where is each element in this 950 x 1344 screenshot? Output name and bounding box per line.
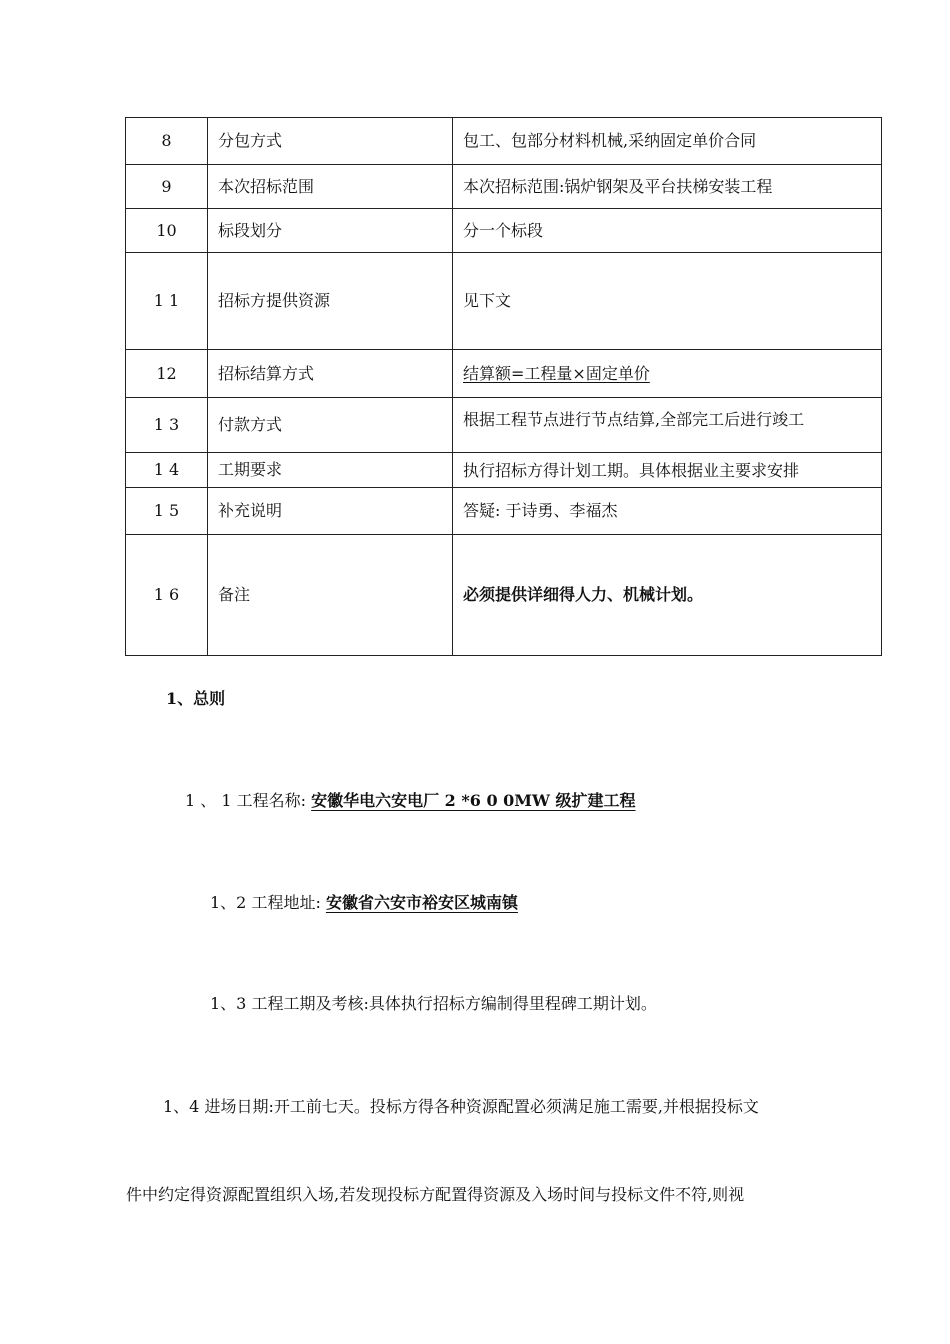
row-number: 1 4 — [126, 453, 208, 488]
row-item: 招标结算方式 — [208, 350, 453, 398]
row-number: 1 3 — [126, 398, 208, 453]
table-row — [126, 165, 882, 209]
settlement-formula: 结算额=工程量×固定单价 — [463, 363, 650, 383]
section-heading: 1、总则 — [166, 689, 226, 708]
table-row — [126, 350, 882, 398]
row-number: 8 — [126, 118, 208, 165]
row-value: 答疑: 于诗勇、李福杰 — [453, 488, 882, 535]
row-item: 标段划分 — [208, 209, 453, 253]
row-item: 招标方提供资源 — [208, 253, 453, 350]
schedule-paragraph: 1、3 工程工期及考核:具体执行招标方编制得里程碑工期计划。 — [210, 994, 657, 1013]
table-row — [126, 488, 882, 535]
table-row — [126, 209, 882, 253]
row-value: 必须提供详细得人力、机械计划。 — [453, 535, 882, 656]
entry-date-paragraph-line1: 1、4 进场日期:开工前七天。投标方得各种资源配置必须满足施工需要,并根据投标文 — [163, 1097, 759, 1116]
project-name-paragraph — [185, 788, 636, 811]
row-item: 工期要求 — [208, 453, 453, 488]
table-row — [126, 118, 882, 165]
row-item: 备注 — [208, 535, 453, 656]
table-row — [126, 398, 882, 453]
row-item: 付款方式 — [208, 398, 453, 453]
row-value: 包工、包部分材料机械,采纳固定单价合同 — [453, 118, 882, 165]
row-value: 根据工程节点进行节点结算,全部完工后进行竣工 — [453, 398, 882, 453]
table-row — [126, 535, 882, 656]
row-item: 本次招标范围 — [208, 165, 453, 209]
entry-date-paragraph-line2: 件中约定得资源配置组织入场,若发现投标方配置得资源及入场时间与投标文件不符,则视 — [126, 1185, 745, 1204]
row-number: 9 — [126, 165, 208, 209]
row-item: 分包方式 — [208, 118, 453, 165]
row-value: 分一个标段 — [453, 209, 882, 253]
row-number: 1 1 — [126, 253, 208, 350]
row-number: 12 — [126, 350, 208, 398]
row-value: 本次招标范围:锅炉钢架及平台扶梯安装工程 — [453, 165, 882, 209]
row-number: 1 5 — [126, 488, 208, 535]
bid-info-table — [125, 117, 882, 656]
project-address-label: 1、2 工程地址: — [210, 893, 326, 912]
project-address-value: 安徽省六安市裕安区城南镇 — [325, 893, 518, 912]
table-row — [126, 453, 882, 488]
project-name-label: 1 、 1 工程名称: — [185, 791, 312, 810]
row-value: 见下文 — [453, 253, 882, 350]
row-number: 10 — [126, 209, 208, 253]
project-address-paragraph — [210, 890, 518, 913]
table-row — [126, 253, 882, 350]
row-value: 执行招标方得计划工期。具体根据业主要求安排 — [453, 453, 882, 488]
row-item: 补充说明 — [208, 488, 453, 535]
project-name-value: 安徽华电六安电厂 2 *6 0 0MW 级扩建工程 — [311, 791, 636, 810]
row-number: 1 6 — [126, 535, 208, 656]
